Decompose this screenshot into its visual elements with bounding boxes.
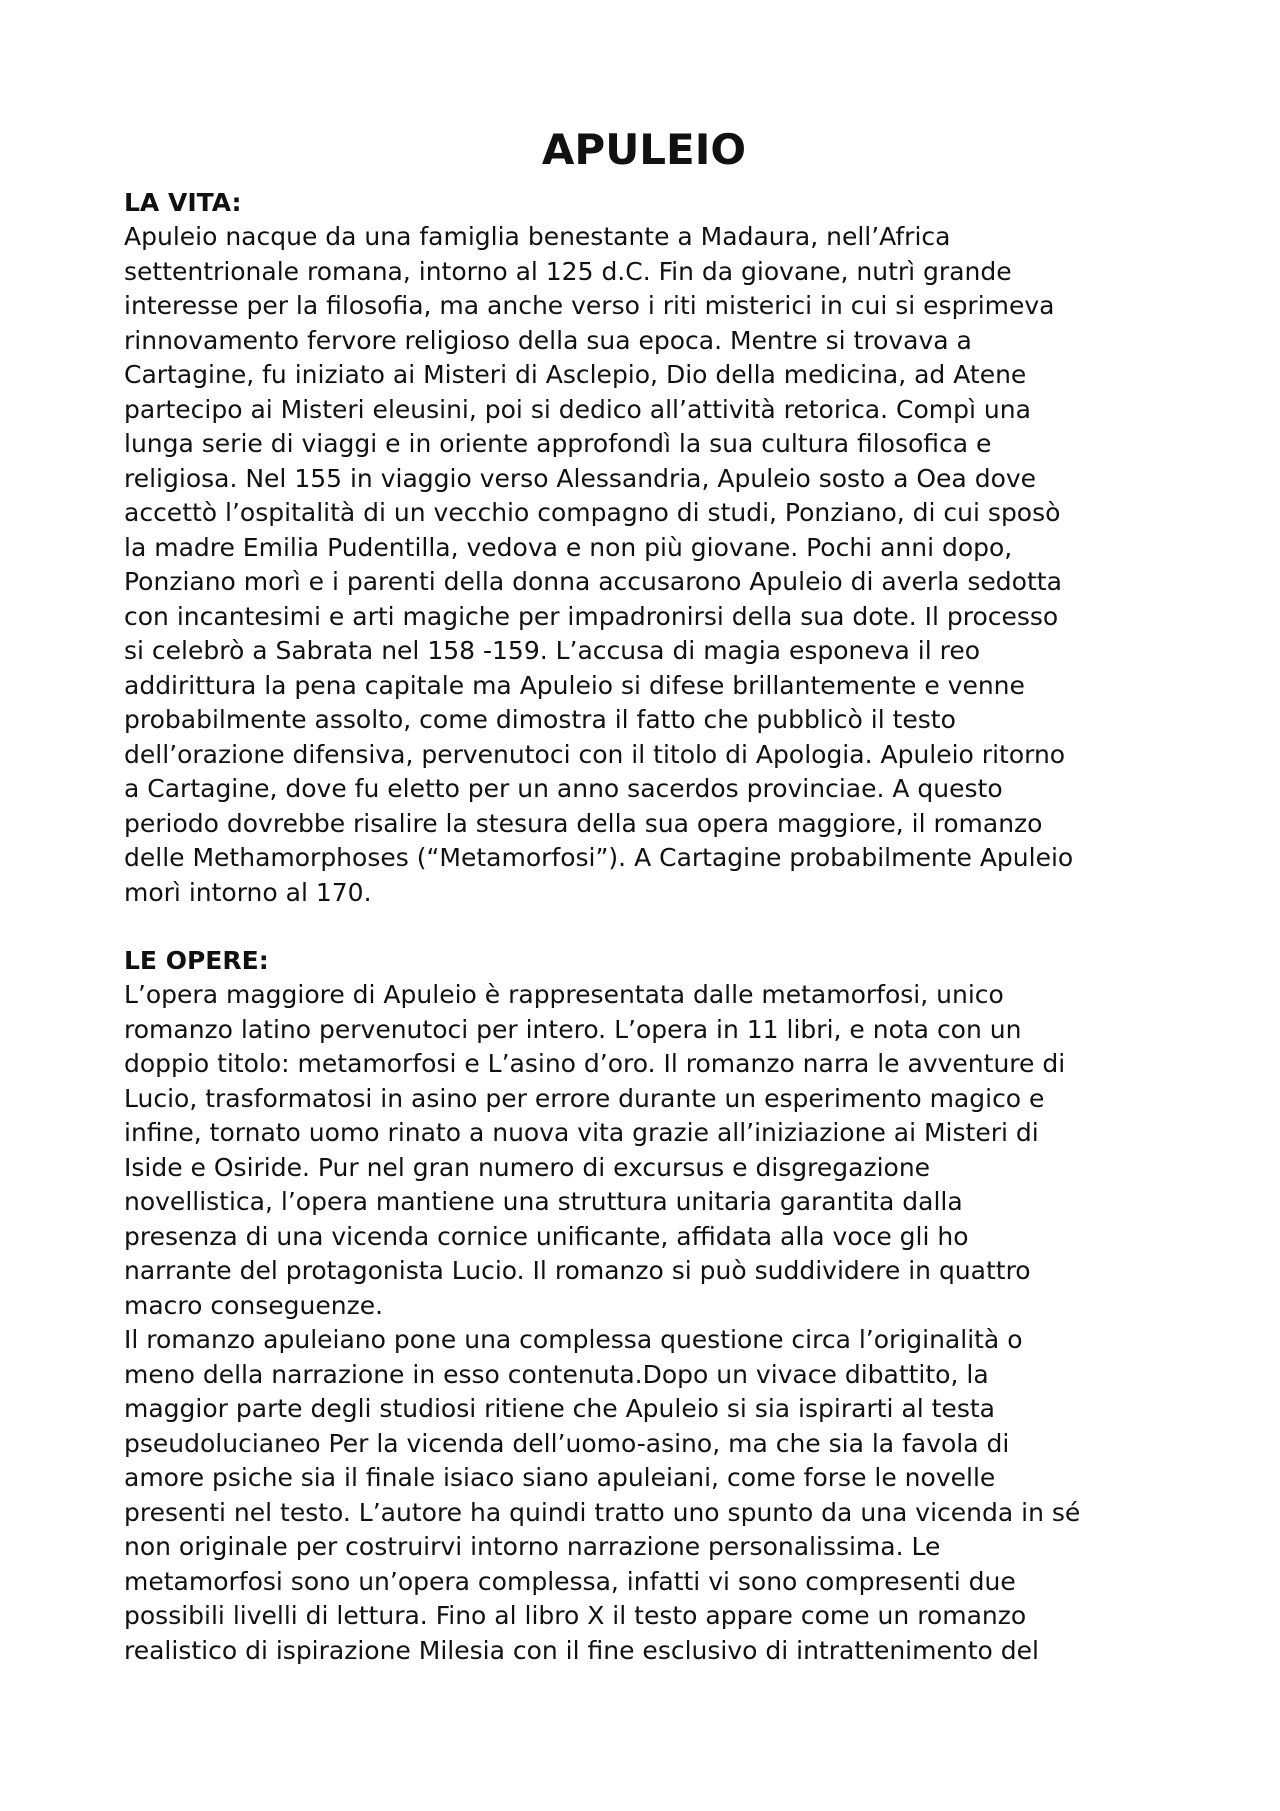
text-line: macro conseguenze. bbox=[124, 1290, 384, 1320]
text-line: dell’orazione difensiva, pervenutoci con il titolo di Apologia. Apuleio ritorno bbox=[124, 739, 1066, 769]
text-line: delle Methamorphoses (“Metamorfosi”). A Cartagine probabilmente Apuleio bbox=[124, 843, 1074, 872]
text-line: doppio titolo: metamorfosi e L’asino d’oro. Il romanzo narra le avventure di bbox=[124, 1049, 1066, 1078]
text-line: settentrionale romana, intorno al 125 d.C. Fin da giovane, nutrì grande bbox=[124, 256, 1012, 286]
text-line: maggior parte degli studiosi ritiene che Apuleio si sia ispirarti al testa bbox=[124, 1394, 995, 1423]
text-line: Apuleio nacque da una famiglia benestante a Madaura, nell’Africa bbox=[124, 222, 951, 251]
text-line: L’opera maggiore di Apuleio è rappresentata dalle metamorfosi, unico bbox=[124, 980, 1004, 1009]
text-line: Lucio, trasformatosi in asino per errore durante un esperimento magico e bbox=[124, 1083, 1045, 1113]
text-line: accettò l’ospitalità di un vecchio compagno di studi, Ponziano, di cui sposò bbox=[124, 498, 1061, 527]
text-line: Iside e Osiride. Pur nel gran numero di excursus e disgregazione bbox=[124, 1152, 931, 1182]
text-line: narrante del protagonista Lucio. Il romanzo si può suddividere in quattro bbox=[124, 1256, 1031, 1285]
document-page bbox=[124, 120, 1164, 1668]
text-line: probabilmente assolto, come dimostra il fatto che pubblicò il testo bbox=[124, 705, 956, 734]
text-line: partecipo ai Misteri eleusini, poi si dedico all’attività retorica. Compì una bbox=[124, 394, 1031, 424]
section-heading-vita: LA VITA: bbox=[124, 188, 242, 217]
paragraph-opere bbox=[124, 978, 1164, 1668]
text-line: rinnovamento fervore religioso della sua epoca. Mentre si trovava a bbox=[124, 325, 972, 355]
text-line: presenza di una vicenda cornice unificante, affidata alla voce gli ho bbox=[124, 1221, 969, 1251]
text-line: la madre Emilia Pudentilla, vedova e non più giovane. Pochi anni dopo, bbox=[124, 532, 1013, 562]
text-line: lunga serie di viaggi e in oriente approfondì la sua cultura filosofica e bbox=[124, 429, 992, 458]
text-line: possibili livelli di lettura. Fino al libro X il testo appare come un romanzo bbox=[124, 1601, 1027, 1630]
text-line: religiosa. Nel 155 in viaggio verso Alessandria, Apuleio sosto a Oea dove bbox=[124, 463, 1037, 493]
page-title: APULEIO bbox=[541, 125, 747, 174]
text-line: a Cartagine, dove fu eletto per un anno sacerdos provinciae. A questo bbox=[124, 774, 1003, 803]
text-line: presenti nel testo. L’autore ha quindi tratto uno spunto da una vicenda in sé bbox=[124, 1497, 1081, 1527]
text-line: interesse per la filosofia, ma anche verso i riti misterici in cui si esprimeva bbox=[124, 291, 1055, 320]
text-line: meno della narrazione in esso contenuta.Dopo un vivace dibattito, la bbox=[124, 1359, 989, 1389]
text-line: pseudolucianeo Per la vicenda dell’uomo-asino, ma che sia la favola di bbox=[124, 1428, 1010, 1458]
text-line: non originale per costruirvi intorno narrazione personalissima. Le bbox=[124, 1532, 941, 1561]
text-line: metamorfosi sono un’opera complessa, infatti vi sono compresenti due bbox=[124, 1566, 1016, 1596]
text-line: Cartagine, fu iniziato ai Misteri di Asclepio, Dio della medicina, ad Atene bbox=[124, 360, 1027, 389]
section-heading-opere: LE OPERE: bbox=[124, 946, 269, 975]
text-line: Ponziano morì e i parenti della donna accusarono Apuleio di averla sedotta bbox=[124, 567, 1062, 596]
text-line: realistico di ispirazione Milesia con il fine esclusivo di intrattenimento del bbox=[124, 1635, 1039, 1665]
text-line: infine, tornato uomo rinato a nuova vita grazie all’iniziazione ai Misteri di bbox=[124, 1118, 1039, 1147]
text-line: morì intorno al 170. bbox=[124, 877, 372, 907]
paragraph-vita bbox=[124, 220, 1164, 910]
text-line: addirittura la pena capitale ma Apuleio si difese brillantemente e venne bbox=[124, 670, 1025, 700]
text-line: Il romanzo apuleiano pone una complessa questione circa l’originalità o bbox=[124, 1325, 1023, 1354]
text-line: romanzo latino pervenutoci per intero. L’opera in 11 libri, e nota con un bbox=[124, 1014, 1022, 1044]
text-line: novellistica, l’opera mantiene una struttura unitaria garantita dalla bbox=[124, 1187, 963, 1216]
text-line: con incantesimi e arti magiche per impadronirsi della sua dote. Il processo bbox=[124, 601, 1059, 631]
text-line: periodo dovrebbe risalire la stesura della sua opera maggiore, il romanzo bbox=[124, 808, 1043, 838]
text-line: amore psiche sia il finale isiaco siano apuleiani, come forse le novelle bbox=[124, 1463, 996, 1492]
text-line: si celebrò a Sabrata nel 158 -159. L’accusa di magia esponeva il reo bbox=[124, 636, 981, 665]
section-spacer bbox=[124, 910, 1164, 944]
